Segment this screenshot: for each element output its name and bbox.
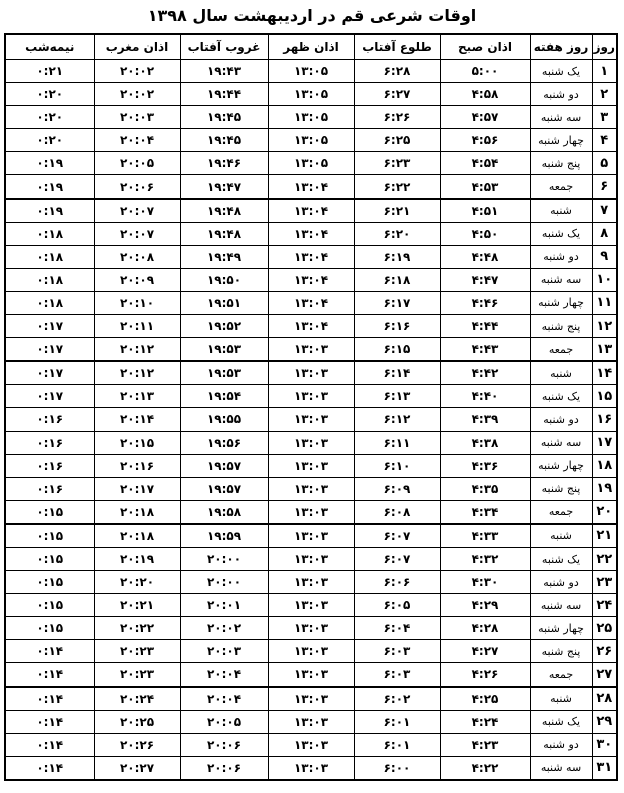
maghrib-cell: ۲۰:۱۹ [94, 547, 180, 570]
table-row [5, 547, 617, 570]
sunrise-cell: ۶:۱۰ [354, 454, 440, 477]
fajr-cell: ۵:۰۰ [440, 60, 530, 83]
day-cell: ۲۴ [592, 594, 617, 617]
table-row [5, 83, 617, 106]
maghrib-cell: ۲۰:۰۲ [94, 83, 180, 106]
midnight-cell: ۰:۱۸ [5, 291, 94, 314]
day-cell: ۹ [592, 245, 617, 268]
midnight-cell: ۰:۱۵ [5, 524, 94, 548]
table-row [5, 361, 617, 385]
dhuhr-cell: ۱۳:۰۴ [268, 268, 354, 291]
fajr-cell: ۴:۳۲ [440, 547, 530, 570]
sunset-cell: ۲۰:۰۴ [180, 663, 268, 687]
day-cell: ۱۵ [592, 385, 617, 408]
sunset-cell: ۲۰:۰۶ [180, 733, 268, 756]
table-row [5, 640, 617, 663]
header-dhuhr: اذان ظهر [268, 34, 354, 60]
table-row [5, 571, 617, 594]
maghrib-cell: ۲۰:۲۳ [94, 640, 180, 663]
day-cell: ۸ [592, 222, 617, 245]
fajr-cell: ۴:۳۴ [440, 500, 530, 524]
sunset-cell: ۲۰:۰۳ [180, 640, 268, 663]
day-cell: ۱۴ [592, 361, 617, 385]
maghrib-cell: ۲۰:۱۲ [94, 338, 180, 362]
sunrise-cell: ۶:۱۳ [354, 385, 440, 408]
weekday-cell: سه شنبه [530, 756, 592, 780]
weekday-cell: جمعه [530, 175, 592, 199]
table-row [5, 594, 617, 617]
maghrib-cell: ۲۰:۱۱ [94, 315, 180, 338]
table-row [5, 152, 617, 175]
sunrise-cell: ۶:۰۳ [354, 640, 440, 663]
weekday-cell: دو شنبه [530, 83, 592, 106]
fajr-cell: ۴:۳۳ [440, 524, 530, 548]
sunset-cell: ۱۹:۵۱ [180, 291, 268, 314]
maghrib-cell: ۲۰:۱۸ [94, 500, 180, 524]
table-row [5, 338, 617, 362]
weekday-cell: یک شنبه [530, 222, 592, 245]
day-cell: ۲۹ [592, 710, 617, 733]
header-weekday: روز هفته [530, 34, 592, 60]
midnight-cell: ۰:۱۸ [5, 245, 94, 268]
midnight-cell: ۰:۲۰ [5, 83, 94, 106]
weekday-cell: چهار شنبه [530, 129, 592, 152]
day-cell: ۲۱ [592, 524, 617, 548]
sunrise-cell: ۶:۲۵ [354, 129, 440, 152]
weekday-cell: پنج شنبه [530, 477, 592, 500]
day-cell: ۵ [592, 152, 617, 175]
maghrib-cell: ۲۰:۰۸ [94, 245, 180, 268]
fajr-cell: ۴:۲۸ [440, 617, 530, 640]
header-fajr: اذان صبح [440, 34, 530, 60]
weekday-cell: پنج شنبه [530, 152, 592, 175]
header-sunrise: طلوع آفتاب [354, 34, 440, 60]
fajr-cell: ۴:۲۲ [440, 756, 530, 780]
day-cell: ۲۶ [592, 640, 617, 663]
maghrib-cell: ۲۰:۰۷ [94, 199, 180, 223]
sunset-cell: ۱۹:۵۶ [180, 431, 268, 454]
day-cell: ۲۳ [592, 571, 617, 594]
weekday-cell: دو شنبه [530, 408, 592, 431]
fajr-cell: ۴:۴۸ [440, 245, 530, 268]
day-cell: ۳۰ [592, 733, 617, 756]
maghrib-cell: ۲۰:۲۲ [94, 617, 180, 640]
dhuhr-cell: ۱۳:۰۴ [268, 199, 354, 223]
sunset-cell: ۱۹:۵۴ [180, 385, 268, 408]
table-row [5, 617, 617, 640]
dhuhr-cell: ۱۳:۰۳ [268, 408, 354, 431]
midnight-cell: ۰:۱۵ [5, 594, 94, 617]
weekday-cell: شنبه [530, 361, 592, 385]
fajr-cell: ۴:۵۴ [440, 152, 530, 175]
table-row [5, 477, 617, 500]
maghrib-cell: ۲۰:۱۳ [94, 385, 180, 408]
dhuhr-cell: ۱۳:۰۵ [268, 152, 354, 175]
day-cell: ۱ [592, 60, 617, 83]
fajr-cell: ۴:۳۶ [440, 454, 530, 477]
midnight-cell: ۰:۱۶ [5, 408, 94, 431]
day-cell: ۲۷ [592, 663, 617, 687]
sunset-cell: ۱۹:۵۷ [180, 477, 268, 500]
day-cell: ۲۸ [592, 687, 617, 711]
fajr-cell: ۴:۲۶ [440, 663, 530, 687]
fajr-cell: ۴:۵۳ [440, 175, 530, 199]
maghrib-cell: ۲۰:۲۵ [94, 710, 180, 733]
header-sunset: غروب آفتاب [180, 34, 268, 60]
fajr-cell: ۴:۳۸ [440, 431, 530, 454]
sunset-cell: ۱۹:۴۵ [180, 129, 268, 152]
maghrib-cell: ۲۰:۲۷ [94, 756, 180, 780]
midnight-cell: ۰:۲۱ [5, 60, 94, 83]
sunrise-cell: ۶:۰۳ [354, 663, 440, 687]
sunset-cell: ۱۹:۵۷ [180, 454, 268, 477]
day-cell: ۶ [592, 175, 617, 199]
maghrib-cell: ۲۰:۱۶ [94, 454, 180, 477]
sunset-cell: ۱۹:۴۸ [180, 222, 268, 245]
sunrise-cell: ۶:۱۱ [354, 431, 440, 454]
maghrib-cell: ۲۰:۰۳ [94, 106, 180, 129]
weekday-cell: سه شنبه [530, 431, 592, 454]
dhuhr-cell: ۱۳:۰۳ [268, 571, 354, 594]
fajr-cell: ۴:۳۹ [440, 408, 530, 431]
table-row [5, 687, 617, 711]
weekday-cell: چهار شنبه [530, 454, 592, 477]
table-row [5, 710, 617, 733]
day-cell: ۲۵ [592, 617, 617, 640]
sunrise-cell: ۶:۲۸ [354, 60, 440, 83]
table-row [5, 454, 617, 477]
weekday-cell: جمعه [530, 663, 592, 687]
fajr-cell: ۴:۴۶ [440, 291, 530, 314]
sunset-cell: ۱۹:۵۹ [180, 524, 268, 548]
header-midnight: نیمه‌شب [5, 34, 94, 60]
midnight-cell: ۰:۱۶ [5, 477, 94, 500]
weekday-cell: یک شنبه [530, 60, 592, 83]
fajr-cell: ۴:۴۰ [440, 385, 530, 408]
table-row [5, 408, 617, 431]
fajr-cell: ۴:۵۷ [440, 106, 530, 129]
sunrise-cell: ۶:۲۱ [354, 199, 440, 223]
weekday-cell: یک شنبه [530, 710, 592, 733]
weekday-cell: دو شنبه [530, 571, 592, 594]
fajr-cell: ۴:۴۳ [440, 338, 530, 362]
day-cell: ۲۰ [592, 500, 617, 524]
sunset-cell: ۲۰:۰۱ [180, 594, 268, 617]
maghrib-cell: ۲۰:۱۷ [94, 477, 180, 500]
midnight-cell: ۰:۱۴ [5, 687, 94, 711]
weekday-cell: شنبه [530, 524, 592, 548]
fajr-cell: ۴:۲۹ [440, 594, 530, 617]
fajr-cell: ۴:۳۵ [440, 477, 530, 500]
sunrise-cell: ۶:۰۵ [354, 594, 440, 617]
table-row [5, 129, 617, 152]
weekday-cell: یک شنبه [530, 385, 592, 408]
fajr-cell: ۴:۵۶ [440, 129, 530, 152]
midnight-cell: ۰:۱۶ [5, 431, 94, 454]
sunrise-cell: ۶:۱۸ [354, 268, 440, 291]
sunset-cell: ۱۹:۴۹ [180, 245, 268, 268]
dhuhr-cell: ۱۳:۰۳ [268, 733, 354, 756]
midnight-cell: ۰:۱۶ [5, 454, 94, 477]
table-row [5, 175, 617, 199]
dhuhr-cell: ۱۳:۰۳ [268, 500, 354, 524]
day-cell: ۳ [592, 106, 617, 129]
dhuhr-cell: ۱۳:۰۳ [268, 710, 354, 733]
midnight-cell: ۰:۱۹ [5, 175, 94, 199]
fajr-cell: ۴:۴۲ [440, 361, 530, 385]
day-cell: ۲۲ [592, 547, 617, 570]
sunrise-cell: ۶:۰۰ [354, 756, 440, 780]
maghrib-cell: ۲۰:۲۰ [94, 571, 180, 594]
sunset-cell: ۱۹:۵۸ [180, 500, 268, 524]
maghrib-cell: ۲۰:۱۴ [94, 408, 180, 431]
sunset-cell: ۲۰:۰۰ [180, 571, 268, 594]
maghrib-cell: ۲۰:۰۷ [94, 222, 180, 245]
sunrise-cell: ۶:۲۳ [354, 152, 440, 175]
dhuhr-cell: ۱۳:۰۳ [268, 361, 354, 385]
day-cell: ۲ [592, 83, 617, 106]
midnight-cell: ۰:۱۴ [5, 756, 94, 780]
dhuhr-cell: ۱۳:۰۳ [268, 756, 354, 780]
sunrise-cell: ۶:۲۲ [354, 175, 440, 199]
table-row [5, 500, 617, 524]
table-row [5, 756, 617, 780]
maghrib-cell: ۲۰:۱۸ [94, 524, 180, 548]
table-row [5, 663, 617, 687]
sunrise-cell: ۶:۱۴ [354, 361, 440, 385]
midnight-cell: ۰:۱۷ [5, 315, 94, 338]
weekday-cell: چهار شنبه [530, 617, 592, 640]
fajr-cell: ۴:۵۱ [440, 199, 530, 223]
table-row [5, 106, 617, 129]
fajr-cell: ۴:۲۷ [440, 640, 530, 663]
weekday-cell: سه شنبه [530, 594, 592, 617]
sunrise-cell: ۶:۰۷ [354, 524, 440, 548]
dhuhr-cell: ۱۳:۰۴ [268, 175, 354, 199]
table-row [5, 431, 617, 454]
midnight-cell: ۰:۱۴ [5, 640, 94, 663]
midnight-cell: ۰:۱۷ [5, 361, 94, 385]
sunset-cell: ۱۹:۴۶ [180, 152, 268, 175]
sunrise-cell: ۶:۱۶ [354, 315, 440, 338]
fajr-cell: ۴:۲۵ [440, 687, 530, 711]
weekday-cell: شنبه [530, 199, 592, 223]
dhuhr-cell: ۱۳:۰۳ [268, 663, 354, 687]
table-row [5, 291, 617, 314]
table-row [5, 245, 617, 268]
sunrise-cell: ۶:۰۱ [354, 710, 440, 733]
day-cell: ۱۱ [592, 291, 617, 314]
day-cell: ۳۱ [592, 756, 617, 780]
maghrib-cell: ۲۰:۲۳ [94, 663, 180, 687]
maghrib-cell: ۲۰:۱۵ [94, 431, 180, 454]
day-cell: ۱۷ [592, 431, 617, 454]
maghrib-cell: ۲۰:۲۴ [94, 687, 180, 711]
dhuhr-cell: ۱۳:۰۳ [268, 617, 354, 640]
weekday-cell: سه شنبه [530, 268, 592, 291]
midnight-cell: ۰:۱۷ [5, 338, 94, 362]
day-cell: ۱۶ [592, 408, 617, 431]
dhuhr-cell: ۱۳:۰۵ [268, 106, 354, 129]
dhuhr-cell: ۱۳:۰۵ [268, 83, 354, 106]
prayer-times-table [4, 33, 618, 781]
maghrib-cell: ۲۰:۲۱ [94, 594, 180, 617]
midnight-cell: ۰:۱۵ [5, 571, 94, 594]
sunset-cell: ۲۰:۰۲ [180, 617, 268, 640]
table-row [5, 199, 617, 223]
maghrib-cell: ۲۰:۰۲ [94, 60, 180, 83]
midnight-cell: ۰:۱۹ [5, 152, 94, 175]
dhuhr-cell: ۱۳:۰۳ [268, 687, 354, 711]
sunset-cell: ۱۹:۵۲ [180, 315, 268, 338]
weekday-cell: شنبه [530, 687, 592, 711]
sunrise-cell: ۶:۰۱ [354, 733, 440, 756]
sunrise-cell: ۶:۰۷ [354, 547, 440, 570]
midnight-cell: ۰:۲۰ [5, 129, 94, 152]
midnight-cell: ۰:۱۵ [5, 617, 94, 640]
table-row [5, 733, 617, 756]
sunrise-cell: ۶:۰۹ [354, 477, 440, 500]
maghrib-cell: ۲۰:۰۴ [94, 129, 180, 152]
sunset-cell: ۱۹:۴۸ [180, 199, 268, 223]
sunrise-cell: ۶:۰۲ [354, 687, 440, 711]
fajr-cell: ۴:۲۴ [440, 710, 530, 733]
sunset-cell: ۱۹:۴۷ [180, 175, 268, 199]
sunrise-cell: ۶:۱۷ [354, 291, 440, 314]
maghrib-cell: ۲۰:۱۰ [94, 291, 180, 314]
maghrib-cell: ۲۰:۰۹ [94, 268, 180, 291]
sunrise-cell: ۶:۲۷ [354, 83, 440, 106]
midnight-cell: ۰:۱۹ [5, 199, 94, 223]
table-row [5, 60, 617, 83]
midnight-cell: ۰:۱۴ [5, 733, 94, 756]
table-row [5, 385, 617, 408]
header-maghrib: اذان مغرب [94, 34, 180, 60]
day-cell: ۱۸ [592, 454, 617, 477]
sunrise-cell: ۶:۱۵ [354, 338, 440, 362]
dhuhr-cell: ۱۳:۰۳ [268, 385, 354, 408]
sunrise-cell: ۶:۰۶ [354, 571, 440, 594]
sunset-cell: ۱۹:۵۰ [180, 268, 268, 291]
table-row [5, 268, 617, 291]
day-cell: ۱۹ [592, 477, 617, 500]
dhuhr-cell: ۱۳:۰۴ [268, 315, 354, 338]
midnight-cell: ۰:۱۸ [5, 268, 94, 291]
dhuhr-cell: ۱۳:۰۳ [268, 338, 354, 362]
midnight-cell: ۰:۱۵ [5, 500, 94, 524]
sunset-cell: ۲۰:۰۶ [180, 756, 268, 780]
midnight-cell: ۰:۱۴ [5, 710, 94, 733]
header-day: روز [592, 34, 617, 60]
weekday-cell: جمعه [530, 500, 592, 524]
midnight-cell: ۰:۲۰ [5, 106, 94, 129]
weekday-cell: جمعه [530, 338, 592, 362]
sunset-cell: ۱۹:۴۵ [180, 106, 268, 129]
sunset-cell: ۲۰:۰۰ [180, 547, 268, 570]
day-cell: ۷ [592, 199, 617, 223]
weekday-cell: پنج شنبه [530, 640, 592, 663]
dhuhr-cell: ۱۳:۰۳ [268, 454, 354, 477]
dhuhr-cell: ۱۳:۰۴ [268, 291, 354, 314]
table-row [5, 222, 617, 245]
weekday-cell: دو شنبه [530, 733, 592, 756]
sunset-cell: ۱۹:۴۳ [180, 60, 268, 83]
sunset-cell: ۱۹:۵۳ [180, 361, 268, 385]
sunset-cell: ۱۹:۴۴ [180, 83, 268, 106]
page-title: اوقات شرعی قم در اردیبهشت سال ۱۳۹۸ [147, 6, 477, 25]
sunrise-cell: ۶:۰۸ [354, 500, 440, 524]
sunrise-cell: ۶:۲۰ [354, 222, 440, 245]
dhuhr-cell: ۱۳:۰۵ [268, 60, 354, 83]
midnight-cell: ۰:۱۷ [5, 385, 94, 408]
fajr-cell: ۴:۵۸ [440, 83, 530, 106]
fajr-cell: ۴:۳۰ [440, 571, 530, 594]
dhuhr-cell: ۱۳:۰۵ [268, 129, 354, 152]
fajr-cell: ۴:۲۳ [440, 733, 530, 756]
dhuhr-cell: ۱۳:۰۳ [268, 524, 354, 548]
sunset-cell: ۲۰:۰۵ [180, 710, 268, 733]
maghrib-cell: ۲۰:۰۵ [94, 152, 180, 175]
sunset-cell: ۱۹:۵۵ [180, 408, 268, 431]
sunrise-cell: ۶:۱۲ [354, 408, 440, 431]
sunset-cell: ۱۹:۵۳ [180, 338, 268, 362]
table-row [5, 315, 617, 338]
fajr-cell: ۴:۴۴ [440, 315, 530, 338]
maghrib-cell: ۲۰:۰۶ [94, 175, 180, 199]
dhuhr-cell: ۱۳:۰۳ [268, 640, 354, 663]
day-cell: ۱۳ [592, 338, 617, 362]
sunrise-cell: ۶:۱۹ [354, 245, 440, 268]
day-cell: ۴ [592, 129, 617, 152]
midnight-cell: ۰:۱۵ [5, 547, 94, 570]
dhuhr-cell: ۱۳:۰۴ [268, 222, 354, 245]
weekday-cell: سه شنبه [530, 106, 592, 129]
weekday-cell: پنج شنبه [530, 315, 592, 338]
sunrise-cell: ۶:۲۶ [354, 106, 440, 129]
dhuhr-cell: ۱۳:۰۳ [268, 594, 354, 617]
weekday-cell: دو شنبه [530, 245, 592, 268]
dhuhr-cell: ۱۳:۰۳ [268, 477, 354, 500]
midnight-cell: ۰:۱۴ [5, 663, 94, 687]
midnight-cell: ۰:۱۸ [5, 222, 94, 245]
sunset-cell: ۲۰:۰۴ [180, 687, 268, 711]
table-header-row [5, 34, 617, 60]
dhuhr-cell: ۱۳:۰۴ [268, 245, 354, 268]
weekday-cell: چهار شنبه [530, 291, 592, 314]
day-cell: ۱۲ [592, 315, 617, 338]
dhuhr-cell: ۱۳:۰۳ [268, 431, 354, 454]
fajr-cell: ۴:۴۷ [440, 268, 530, 291]
day-cell: ۱۰ [592, 268, 617, 291]
dhuhr-cell: ۱۳:۰۳ [268, 547, 354, 570]
weekday-cell: یک شنبه [530, 547, 592, 570]
table-row [5, 524, 617, 548]
sunrise-cell: ۶:۰۴ [354, 617, 440, 640]
maghrib-cell: ۲۰:۱۲ [94, 361, 180, 385]
maghrib-cell: ۲۰:۲۶ [94, 733, 180, 756]
fajr-cell: ۴:۵۰ [440, 222, 530, 245]
